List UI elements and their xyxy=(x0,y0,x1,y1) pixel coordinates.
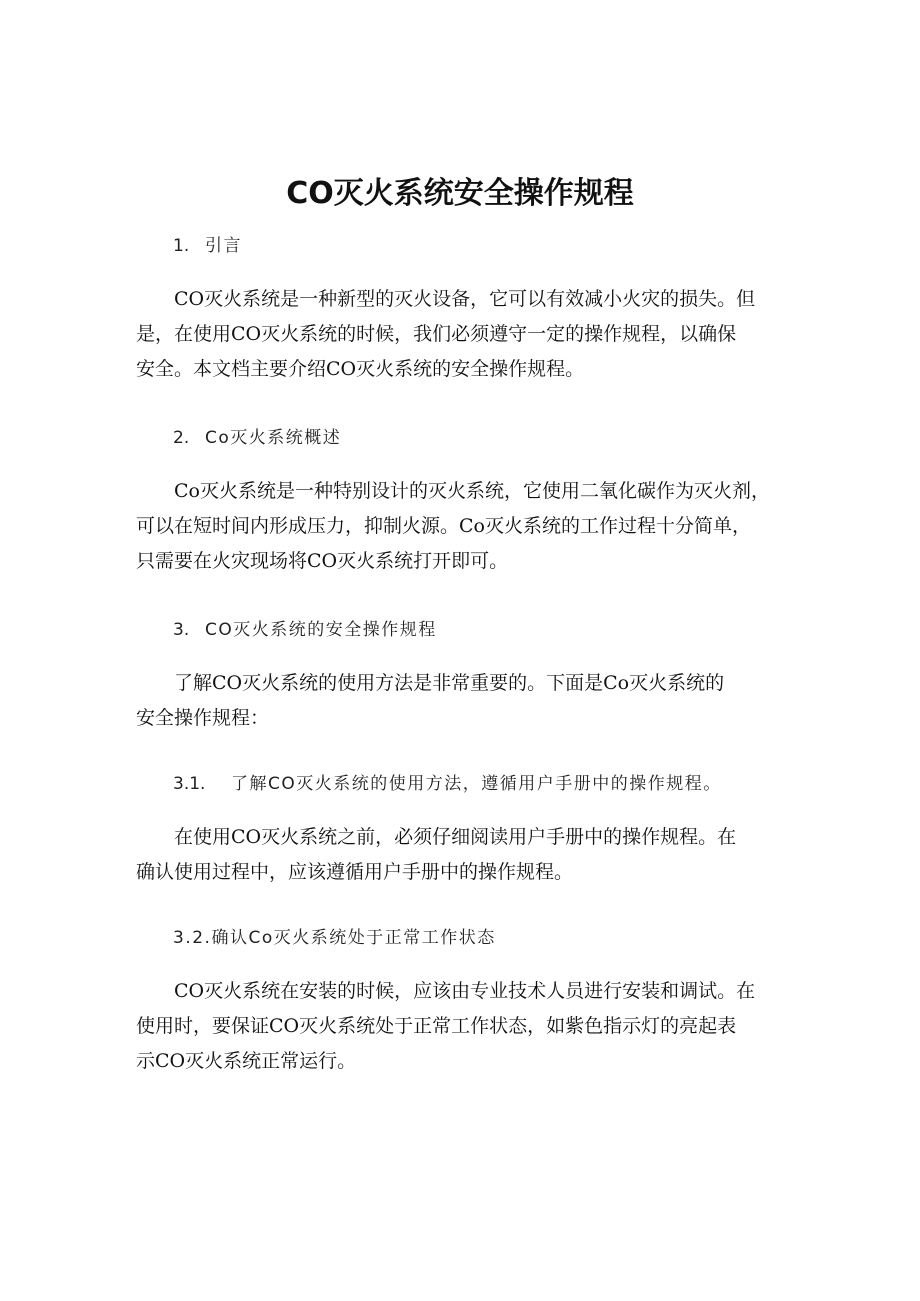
paragraph-line: CO灭火系统是一种新型的灭火设备，它可以有效减小火灾的损失。但 xyxy=(174,288,756,310)
paragraph-intro xyxy=(136,282,816,387)
section-heading-text: 确认Co灭火系统处于正常工作状态 xyxy=(211,928,496,948)
paragraph-line: 安全。本文档主要介绍CO灭火系统的安全操作规程。 xyxy=(136,358,585,380)
section-number: 3. xyxy=(173,620,190,640)
section-number: 1. xyxy=(173,236,190,256)
paragraph-line: 在使用CO灭火系统之前，必须仔细阅读用户手册中的操作规程。在 xyxy=(174,826,737,848)
paragraph-line: 是，在使用CO灭火系统的时候，我们必须遵守一定的操作规程，以确保 xyxy=(136,323,737,345)
section-heading-1 xyxy=(173,233,242,259)
paragraph-line: 确认使用过程中，应该遵循用户手册中的操作规程。 xyxy=(136,861,574,883)
section-number: 2. xyxy=(173,428,190,448)
paragraph-overview xyxy=(136,474,816,579)
paragraph-line: 可以在短时间内形成压力，抑制火源。Co灭火系统的工作过程十分简单， xyxy=(136,515,751,537)
paragraph-line: 了解CO灭火系统的使用方法是非常重要的。下面是Co灭火系统的 xyxy=(174,672,725,694)
section-heading-text: Co灭火系统概述 xyxy=(205,428,342,448)
paragraph-status xyxy=(136,974,816,1079)
section-heading-2 xyxy=(173,425,341,451)
paragraph-line: 安全操作规程： xyxy=(136,707,270,729)
section-heading-3-2 xyxy=(173,925,496,951)
paragraph-line: 示CO灭火系统正常运行。 xyxy=(136,1050,357,1072)
section-heading-text: 了解CO灭火系统的使用方法，遵循用户手册中的操作规程。 xyxy=(231,774,722,794)
section-number: 3.2. xyxy=(173,928,212,948)
paragraph-procedures xyxy=(136,666,816,736)
paragraph-line: Co灭火系统是一种特别设计的灭火系统，它使用二氧化碳作为灭火剂， xyxy=(174,480,770,502)
paragraph-line: CO灭火系统在安装的时候，应该由专业技术人员进行安装和调试。在 xyxy=(174,980,756,1002)
section-heading-3 xyxy=(173,617,437,643)
section-number: 3.1. xyxy=(173,774,206,794)
paragraph-line: 只需要在火灾现场将CO灭火系统打开即可。 xyxy=(136,550,509,572)
paragraph-manual xyxy=(136,820,816,890)
section-heading-text: CO灭火系统的安全操作规程 xyxy=(205,620,437,640)
section-heading-text: 引言 xyxy=(205,236,242,256)
paragraph-line: 使用时，要保证CO灭火系统处于正常工作状态，如紫色指示灯的亮起表 xyxy=(136,1015,737,1037)
document-title: CO灭火系统安全操作规程 xyxy=(286,176,634,211)
section-heading-3-1 xyxy=(173,771,722,797)
